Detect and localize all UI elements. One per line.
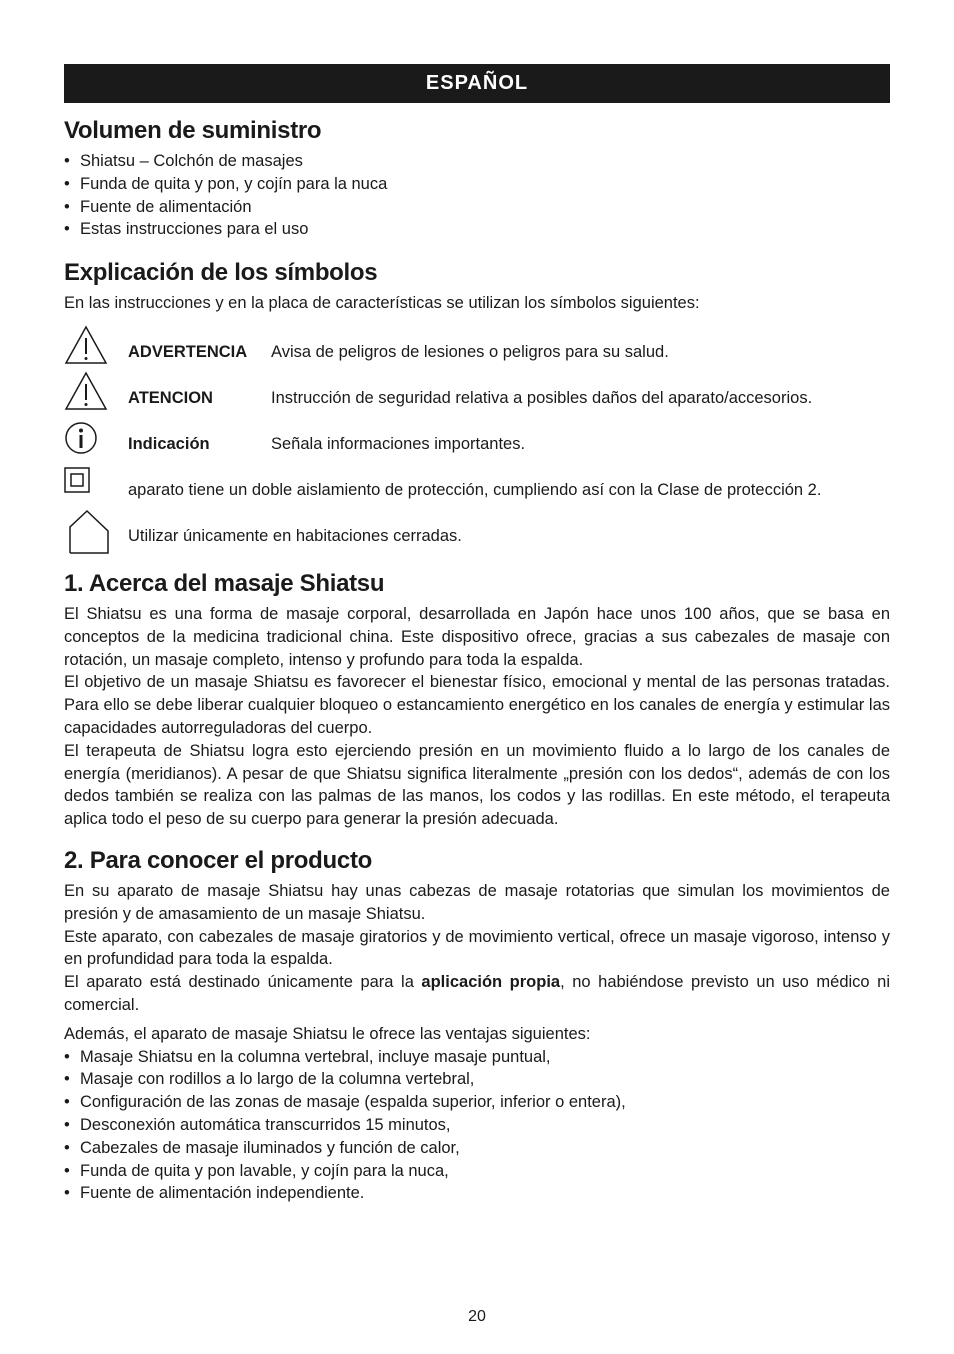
list-item: • Fuente de alimentación independiente. — [64, 1182, 890, 1205]
section-2-heading: 2. Para conocer el producto — [64, 846, 372, 874]
symbols-intro: En las instrucciones y en la placa de características se utilizan los símbolos siguientes: — [64, 294, 700, 313]
double-insulation-icon — [64, 467, 92, 495]
paragraph — [64, 971, 890, 1017]
info-icon — [64, 421, 100, 457]
page-number: 20 — [468, 1308, 486, 1325]
symbol-description: Avisa de peligros de lesiones o peligros para su salud. — [271, 342, 669, 361]
list-item: • Funda de quita y pon lavable, y cojín para la nuca, — [64, 1160, 890, 1183]
symbol-row-indoor — [64, 509, 890, 555]
warning-triangle-icon — [64, 325, 108, 367]
text-run: El aparato está destinado únicamente para la — [64, 973, 422, 992]
symbol-label: Indicación — [128, 434, 210, 453]
advantages-list — [64, 1046, 890, 1206]
list-item: • Masaje Shiatsu en la columna vertebral, incluye masaje puntual, — [64, 1046, 890, 1069]
symbol-description: Instrucción de seguridad relativa a posibles daños del aparato/accesorios. — [271, 388, 813, 407]
indoor-use-house-icon — [64, 509, 110, 555]
paragraph: En su aparato de masaje Shiatsu hay unas cabezas de masaje rotatorias que simulan los movimientos de presión y de amasamiento de un masaje Shiatsu. — [64, 881, 890, 923]
section-1-body — [64, 603, 890, 831]
list-item: • Masaje con rodillos a lo largo de la columna vertebral, — [64, 1068, 890, 1091]
section-2-body — [64, 880, 890, 1205]
bold-text: aplicación propia — [421, 973, 561, 992]
symbols-heading: Explicación de los símbolos — [64, 259, 378, 287]
symbol-label: ATENCION — [128, 388, 213, 407]
symbol-row-indicacion — [64, 417, 890, 463]
list-item: • Cabezales de masaje iluminados y función de calor, — [64, 1137, 890, 1160]
warning-triangle-icon — [64, 371, 108, 413]
text-run: , no habiéndose previsto un uso médico ni comercial. — [64, 973, 890, 1014]
list-item: • Fuente de alimentación — [64, 196, 890, 219]
symbol-label: ADVERTENCIA — [128, 342, 248, 361]
list-item: • Estas instrucciones para el uso — [64, 218, 890, 241]
list-item: • Funda de quita y pon, y cojín para la nuca — [64, 173, 890, 196]
symbol-row-double-insulation — [64, 463, 890, 509]
list-item: • Configuración de las zonas de masaje (espalda superior, inferior o entera), — [64, 1091, 890, 1114]
list-item: • Shiatsu – Colchón de masajes — [64, 150, 890, 173]
symbol-description: aparato tiene un doble aislamiento de protección, cumpliendo así con la Clase de protección 2. — [128, 480, 822, 499]
symbol-row-advertencia — [64, 325, 890, 371]
page-content — [64, 64, 890, 1205]
language-label: ESPAÑOL — [425, 72, 529, 94]
symbol-description: Señala informaciones importantes. — [271, 434, 526, 453]
advantages-intro: Además, el aparato de masaje Shiatsu le ofrece las ventajas siguientes: — [64, 1024, 591, 1043]
list-item: • Desconexión automática transcurridos 15 minutos, — [64, 1114, 890, 1137]
symbols-list — [64, 325, 890, 555]
paragraph: Este aparato, con cabezales de masaje giratorios y de movimiento vertical, ofrece un masaje vigoroso, intenso y en profundidad para toda la espalda. — [64, 927, 890, 969]
symbol-description: Utilizar únicamente en habitaciones cerradas. — [128, 526, 462, 545]
supply-list — [64, 150, 890, 241]
symbol-row-atencion — [64, 371, 890, 417]
section-1-heading: 1. Acerca del masaje Shiatsu — [64, 569, 385, 597]
paragraph: El objetivo de un masaje Shiatsu es favorecer el bienestar físico, emocional y mental de las personas tratadas. Para ello se debe liberar cualquier bloqueo o estancamiento energético en los canales de energía y estimular las capacidades autorreguladoras del cuerpo. — [64, 673, 890, 737]
supply-heading: Volumen de suministro — [64, 117, 322, 144]
paragraph: El Shiatsu es una forma de masaje corporal, desarrollada en Japón hace unos 100 años, que se basa en conceptos de la medicina tradicional china. Este dispositivo ofrece, gracias a sus cabezales de masaje con rotación, un masaje completo, intenso y profundo para toda la espalda. — [64, 604, 890, 669]
paragraph: El terapeuta de Shiatsu logra esto ejerciendo presión en un movimiento fluido a lo largo de los canales de energía (meridianos). A pesar de que Shiatsu significa literalmente „presión con los dedos“, además de con los dedos también se realiza con las palmas de las manos, los codos y las rodillas. En este método, el terapeuta aplica todo el peso de su cuerpo para generar la presión adecuada. — [64, 741, 890, 829]
language-header — [64, 64, 890, 103]
